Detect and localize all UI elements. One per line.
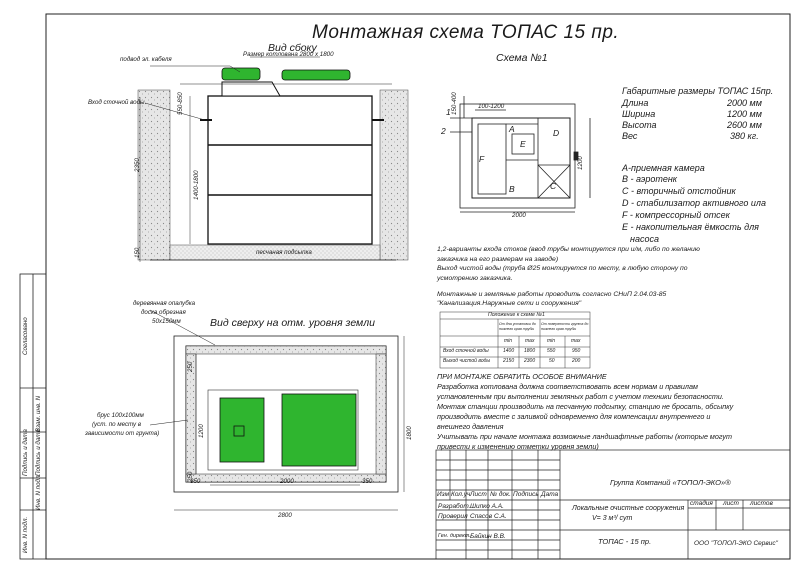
dim-right: 350 — [362, 478, 373, 485]
stamp-header: Подпись — [513, 491, 539, 498]
side-view-heading: Вид сбоку — [268, 42, 317, 54]
stamp-header: Изм — [437, 491, 450, 498]
note-line: "Канализация.Наружные сети и сооружения" — [437, 300, 582, 307]
cell-e: E — [520, 139, 526, 149]
inlet-label: Вход сточной воды — [88, 99, 145, 106]
attention-line: Учитывать при начале монтажа возможные ландшафтные работы (которые могут — [437, 432, 732, 441]
cell-b: B — [509, 184, 515, 194]
dim-mid-side: 1400-1800 — [193, 170, 200, 200]
stamp-header: Лист — [470, 491, 487, 498]
stamp-model: ТОПАС - 15 пр. — [598, 537, 652, 546]
stamp-col: лист — [723, 500, 739, 507]
pos-sub: max — [571, 338, 581, 344]
stamp-product: V= 3 м³/ сут — [592, 515, 633, 522]
scheme-diagram — [450, 96, 590, 212]
lid-small-top — [220, 398, 264, 462]
board-label: 50x150мм — [152, 318, 181, 325]
pos-table-title: Положение к схеме №1 — [488, 312, 545, 318]
dim-bottom-offset: 250 — [187, 471, 194, 482]
spec-value: 1200 мм — [727, 109, 762, 119]
legend-item: B - аэротенк — [622, 174, 678, 184]
strip-label: Инв. N подл. — [35, 473, 42, 510]
board-label: доска обрезная — [141, 309, 186, 316]
scheme-heading: Схема №1 — [496, 52, 548, 64]
stamp-col: листов — [750, 500, 773, 507]
stamp-company: Группа Компаний «ТОПОЛ-ЭКО»® — [610, 478, 731, 487]
pos-row-label: Выход чистой воды — [443, 358, 491, 364]
page-title: Монтажная схема ТОПАС 15 пр. — [312, 22, 620, 43]
legend-item: D - стабилизатор активного ила — [622, 198, 766, 208]
pos-sub: min — [504, 338, 513, 344]
strip-label: Подпись и дата — [22, 429, 29, 476]
pos-cell: 950 — [572, 348, 581, 354]
stamp-name: Байкин В.В. — [470, 533, 506, 540]
pos-cell: 1800 — [524, 348, 536, 354]
attention-line: привести к изменению отметки уровня земли) — [437, 442, 599, 451]
scheme-inlet-2: 2 — [441, 126, 446, 136]
attention-line: внешнего давления — [437, 422, 504, 431]
beam-label: брус 100x100мм — [97, 412, 144, 419]
note-line: усмотрению заказчика. — [437, 275, 513, 282]
note-line: 1,2-варианты входа стоков (ввод трубы монтируется при и/м, либо по желанию — [437, 246, 700, 253]
scheme-dim-left: 150-400 — [451, 92, 458, 115]
lid-large-top — [282, 394, 356, 466]
strip-label: Подпись и дата — [35, 429, 42, 476]
pos-cell: 50 — [549, 358, 555, 364]
spec-label: Высота — [622, 120, 657, 130]
attention-line: Разработка котлована должна соответствовать всем нормам и правилам — [437, 382, 698, 391]
stamp-header: Кол.уч — [451, 491, 471, 498]
legend-item: F - компрессорный отсек — [622, 210, 730, 220]
strip-label: Взам. инв. N — [35, 395, 42, 432]
legend-item: C - вторичный отстойник — [622, 186, 736, 196]
beam-label: зависимости от грунта) — [85, 430, 160, 437]
stamp-product: Локальные очистные сооружения — [572, 505, 685, 512]
pos-sub: max — [525, 338, 535, 344]
specs-heading: Габаритные размеры ТОПАС 15пр. — [622, 86, 774, 96]
spec-label: Длина — [622, 98, 649, 108]
cable-label: подвод эл. кабеля — [120, 56, 172, 63]
pos-cell: 1400 — [503, 348, 515, 354]
soil-right — [380, 90, 408, 260]
soil-left — [138, 90, 170, 260]
spec-value: 2600 мм — [727, 120, 762, 130]
pos-table-group1: От дна установки до нижнего края трубы — [499, 322, 536, 331]
pos-table-group2: От поверхности грунта до нижнего края трубы — [541, 322, 589, 331]
stamp-header: № док. — [490, 491, 511, 498]
dim-outer-h: 1800 — [406, 426, 413, 440]
dim-outer-w: 2800 — [278, 512, 292, 519]
spec-value: 2000 мм — [727, 98, 762, 108]
pos-cell: 2300 — [524, 358, 536, 364]
stamp-name: Шипко А.А. — [470, 503, 504, 510]
dim-total-side: 2350 — [134, 158, 141, 172]
scheme-dim-bottom: 2000 — [512, 212, 526, 219]
board-label: деревянная опалубка — [133, 300, 196, 307]
cell-c: C — [550, 181, 557, 191]
stamp-name: Спасов С.А. — [470, 513, 507, 520]
dim-left: 350 — [190, 478, 201, 485]
attention-heading: ПРИ МОНТАЖЕ ОБРАТИТЬ ОСОБОЕ ВНИМАНИЕ — [437, 372, 607, 381]
attention-line: производить вместе с заливкой одновременно для компенсации внутреннего и — [437, 412, 711, 421]
legend-item: насоса — [630, 234, 659, 244]
sand-label: песчаная подсыпка — [256, 249, 312, 256]
pos-row-label: Вход сточной воды — [443, 348, 489, 354]
note-line: заказчика на его размерам на заводе) — [437, 256, 559, 263]
tank-body — [208, 96, 372, 244]
scheme-dim-right: 1200 — [577, 156, 584, 170]
top-view-heading: Вид сверху на отм. уровня земли — [210, 317, 376, 329]
pit-size-label: Размер котлована 2800 х 1800 — [243, 51, 334, 58]
side-view — [138, 57, 408, 262]
stamp-col: стадия — [690, 500, 713, 507]
pos-cell: 200 — [572, 358, 581, 364]
dim-top-side: 550-850 — [177, 92, 184, 115]
stamp-role: Разработ. — [438, 503, 471, 510]
legend-item: E - накопительная ёмкость для — [622, 222, 759, 232]
dim-top-offset: 250 — [187, 361, 194, 372]
dim-inner-w: 2000 — [280, 478, 294, 485]
spec-value: 380 кг. — [730, 131, 759, 141]
beam-label: (уст. по месту в — [92, 421, 142, 428]
strip-label: Согласовано — [22, 317, 29, 355]
pos-sub: min — [547, 338, 556, 344]
stamp-role: Проверил — [438, 513, 468, 520]
pos-cell: 550 — [547, 348, 556, 354]
cell-a: A — [509, 124, 515, 134]
cell-d: D — [553, 128, 560, 138]
pos-cell: 2150 — [503, 358, 515, 364]
lid-left — [222, 68, 260, 80]
scheme-dim-top: 100-1200 — [478, 103, 505, 110]
cell-f: F — [479, 154, 485, 164]
note-line: Выход чистой воды (труба Ø25 монтируется по месту, в любую сторону по — [437, 265, 688, 272]
attention-line: Монтаж станции производить на песчанную подсыпку, станцию не бросать, обсыпку — [437, 402, 734, 411]
note-line: Монтажные и земляные работы проводить согласно СНиП 2.04.03-85 — [437, 291, 667, 298]
stamp-role: Ген. директ. — [438, 533, 471, 539]
spec-label: Вес — [622, 131, 638, 141]
strip-label: Инв. N подл. — [22, 516, 29, 553]
scheme-inlet-1: 1 — [446, 107, 451, 117]
legend-item: A-приемная камера — [622, 163, 705, 173]
stamp-org: ООО "ТОПОЛ-ЭКО Сервис" — [694, 540, 778, 547]
stamp-header: Дата — [541, 491, 559, 498]
dim-bottom-side: 150 — [134, 247, 141, 258]
spec-label: Ширина — [622, 109, 656, 119]
attention-line: установленным при выполнении земляных работ с учетом техники безопасности. — [437, 392, 724, 401]
lid-right — [282, 70, 350, 80]
dim-inner-h: 1200 — [198, 424, 205, 438]
